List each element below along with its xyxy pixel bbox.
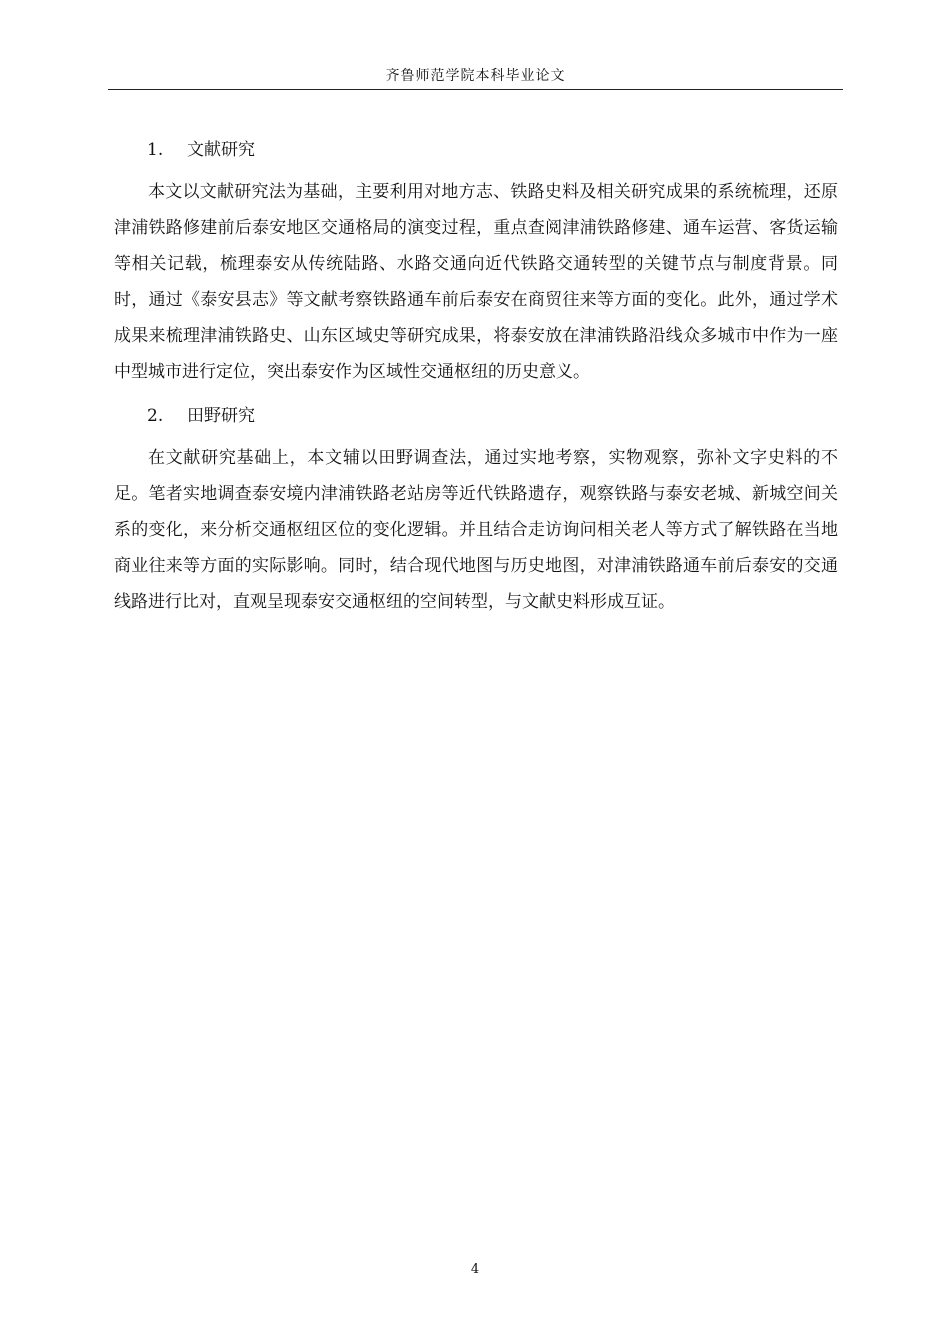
section-number-2: 2.: [147, 406, 164, 426]
section-heading-2: [114, 398, 838, 434]
header-divider: [108, 89, 843, 90]
section-paragraph-2: 在文献研究基础上，本文辅以田野调查法，通过实地考察，实物观察，弥补文字史料的不足。笔者实地调查泰安境内津浦铁路老站房等近代铁路遗存，观察铁路与泰安老城、新城空间关系的变化，来分析交通枢纽区位的变化逻辑。并且结合走访询问相关老人等方式了解铁路在当地商业往来等方面的实际影响。同时，结合现代地图与历史地图，对津浦铁路通车前后泰安的交通线路进行比对，直观呈现泰安交通枢纽的空间转型，与文献史料形成互证。: [114, 448, 838, 612]
running-header: 齐鲁师范学院本科毕业论文: [385, 68, 566, 84]
section-paragraph-1: 本文以文献研究法为基础，主要利用对地方志、铁路史料及相关研究成果的系统梳理，还原津浦铁路修建前后泰安地区交通格局的演变过程，重点查阅津浦铁路修建、通车运营、客货运输等相关记载，梳理泰安从传统陆路、水路交通向近代铁路交通转型的关键节点与制度背景。同时，通过《泰安县志》等文献考察铁路通车前后泰安在商贸往来等方面的变化。此外，通过学术成果来梳理津浦铁路史、山东区域史等研究成果，将泰安放在津浦铁路沿线众多城市中作为一座中型城市进行定位，突出泰安作为区域性交通枢纽的历史意义。: [114, 182, 838, 382]
section-number-1: 1.: [147, 140, 164, 160]
section-heading-1: [114, 132, 838, 168]
section-title-2: 田野研究: [187, 406, 255, 426]
page-number: 4: [470, 1262, 480, 1277]
section-title-1: 文献研究: [187, 140, 255, 160]
page-body: [114, 132, 838, 620]
